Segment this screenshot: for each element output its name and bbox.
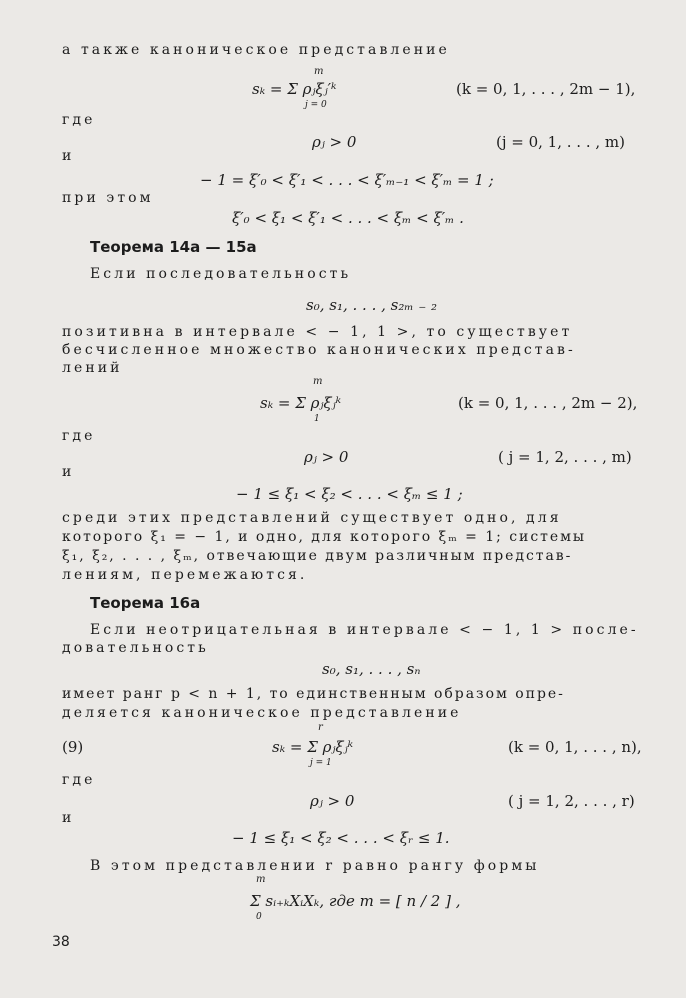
text-line-32: Теорема 16а xyxy=(90,594,201,612)
text-line-16: позитивна в интервале < − 1, 1 >, то существует xyxy=(62,324,573,340)
text-line-24: ρⱼ > 0 xyxy=(304,448,349,466)
text-line-8: (j = 0, 1, . . . , m) xyxy=(496,133,625,151)
text-line-23: где xyxy=(62,428,96,444)
text-line-12: ξ′₀ < ξ₁ < ξ′₁ < . . . < ξₘ < ξ′ₘ . xyxy=(232,209,464,227)
text-line-13: Теорема 14а — 15а xyxy=(90,238,257,256)
text-line-45: ( j = 1, 2, . . . , r) xyxy=(508,792,635,810)
text-line-4: (k = 0, 1, . . . , 2m − 1), xyxy=(456,80,636,98)
text-line-36: имеет ранг p < n + 1, то единственным образом опре- xyxy=(62,686,565,702)
text-line-40: sₖ = Σ ρⱼξⱼᵏ xyxy=(272,738,354,756)
text-line-33: Если неотрицательная в интервале < − 1, 1 > после- xyxy=(90,622,639,638)
text-line-49: m xyxy=(256,874,266,885)
text-line-20: sₖ = Σ ρⱼξⱼᵏ xyxy=(260,394,342,412)
text-line-48: В этом представлении r равно рангу формы xyxy=(90,858,540,874)
text-line-39: (9) xyxy=(62,738,84,756)
text-line-28: среди этих представлений существует одно, для xyxy=(62,510,562,526)
text-line-5: j = 0 xyxy=(305,100,327,110)
text-line-21: (k = 0, 1, . . . , 2m − 2), xyxy=(458,394,638,412)
text-line-38: r xyxy=(318,722,323,733)
text-line-46: и xyxy=(62,810,75,826)
text-line-29: которого ξ₁ = − 1, и одно, для которого ξₘ = 1; системы xyxy=(62,529,587,545)
text-line-15: s₀, s₁, . . . , s₂ₘ ₋ ₂ xyxy=(306,296,438,314)
text-line-17: бесчисленное множество канонических представ- xyxy=(62,342,576,358)
page-number: 38 xyxy=(52,934,70,950)
text-line-44: ρⱼ > 0 xyxy=(310,792,355,810)
text-line-11: при этом xyxy=(62,190,154,206)
text-line-47: − 1 ≤ ξ₁ < ξ₂ < . . . < ξᵣ ≤ 1. xyxy=(232,829,450,847)
text-line-10: − 1 = ξ′₀ < ξ′₁ < . . . < ξ′ₘ₋₁ < ξ′ₘ = 1 ; xyxy=(200,171,494,189)
text-line-34: довательность xyxy=(62,640,209,656)
text-line-35: s₀, s₁, . . . , sₙ xyxy=(322,660,421,678)
text-line-50: Σ sᵢ₊ₖXᵢXₖ, где m = [ n / 2 ] , xyxy=(250,892,461,910)
text-line-26: и xyxy=(62,464,75,480)
text-line-51: 0 xyxy=(256,912,262,922)
text-line-19: m xyxy=(313,376,323,387)
text-line-9: и xyxy=(62,148,75,164)
text-line-18: лений xyxy=(62,360,123,376)
text-line-42: j = 1 xyxy=(310,758,332,768)
text-line-37: деляется каноническое представление xyxy=(62,705,462,721)
text-line-43: где xyxy=(62,772,96,788)
text-line-1: а также каноническое представление xyxy=(62,42,450,58)
text-line-31: лениям, перемежаются. xyxy=(62,567,308,583)
text-line-30: ξ₁, ξ₂, . . . , ξₘ, отвечающие двум различным представ- xyxy=(62,548,573,564)
text-line-7: ρⱼ > 0 xyxy=(312,133,357,151)
text-line-25: ( j = 1, 2, . . . , m) xyxy=(498,448,632,466)
text-line-41: (k = 0, 1, . . . , n), xyxy=(508,738,642,756)
text-line-22: 1 xyxy=(314,414,320,424)
text-line-6: где xyxy=(62,112,96,128)
text-line-3: sₖ = Σ ρⱼξⱼ′ᵏ xyxy=(252,80,337,98)
text-line-14: Если последовательность xyxy=(90,266,352,282)
text-line-27: − 1 ≤ ξ₁ < ξ₂ < . . . < ξₘ ≤ 1 ; xyxy=(236,485,463,503)
text-line-2: m xyxy=(314,66,324,77)
